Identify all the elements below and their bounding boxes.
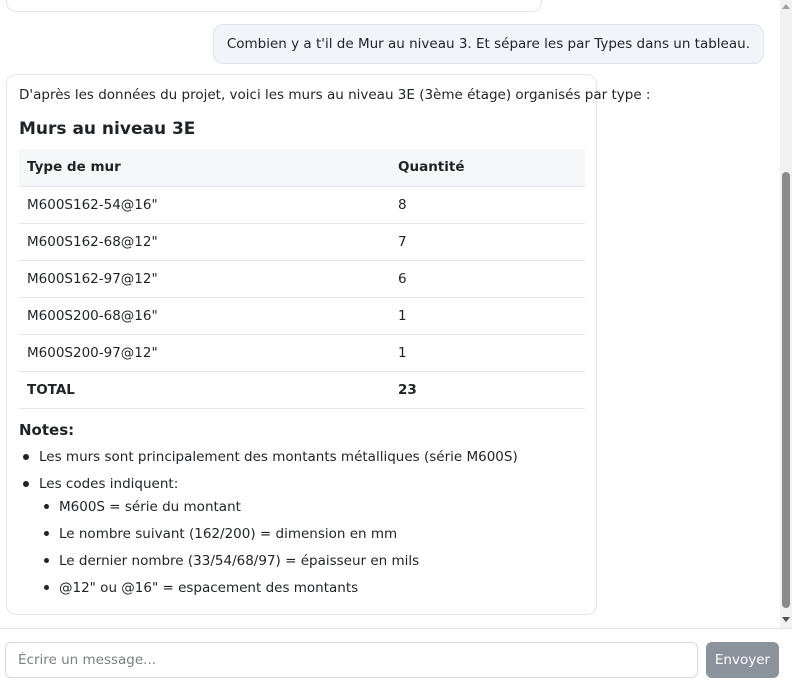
quantity-cell: 1 [390, 297, 585, 334]
wall-type-cell: M600S162-97@12" [19, 260, 390, 297]
sub-note-item: M600S = série du montant [39, 498, 584, 516]
table-total-row [19, 371, 585, 408]
total-quantity-cell: 23 [390, 371, 585, 408]
wall-type-cell: M600S162-54@16" [19, 186, 390, 223]
scroll-up-arrow-icon[interactable] [782, 4, 790, 9]
assistant-message [6, 74, 651, 615]
wall-type-cell: M600S200-68@16" [19, 297, 390, 334]
note-text: Les codes indiquent: [39, 475, 179, 492]
walls-table [19, 149, 585, 409]
note-text: Les murs sont principalement des montants métalliques (série M600S) [39, 448, 518, 465]
sub-note-item: @12" ou @16" = espacement des montants [39, 579, 584, 597]
table-row [19, 186, 585, 223]
table-row [19, 223, 585, 260]
wall-type-cell: M600S200-97@12" [19, 334, 390, 371]
quantity-cell: 7 [390, 223, 585, 260]
message-input[interactable] [5, 642, 698, 678]
note-item [19, 475, 584, 597]
table-row [19, 297, 585, 334]
notes-list [19, 448, 584, 597]
quantity-cell: 6 [390, 260, 585, 297]
scrollbar-thumb[interactable] [782, 172, 790, 608]
quantity-cell: 1 [390, 334, 585, 371]
table-heading: Murs au niveau 3E [19, 119, 196, 139]
scroll-down-arrow-icon[interactable] [782, 617, 790, 622]
total-label-cell: TOTAL [19, 371, 390, 408]
user-message: Combien y a t'il de Mur au niveau 3. Et sépare les par Types dans un tableau. [213, 24, 764, 64]
table-header-row [19, 149, 585, 186]
table-row [19, 334, 585, 371]
table-row [19, 260, 585, 297]
message-composer [0, 628, 792, 689]
wall-type-cell: M600S162-68@12" [19, 223, 390, 260]
note-item [19, 448, 584, 466]
previous-message-card [6, 0, 542, 12]
sub-note-item: Le dernier nombre (33/54/68/97) = épaisseur en mils [39, 552, 584, 570]
scrollbar[interactable] [780, 0, 792, 628]
codes-sublist [39, 498, 584, 597]
sub-note-item: Le nombre suivant (162/200) = dimension en mm [39, 525, 584, 543]
quantity-cell: 8 [390, 186, 585, 223]
send-button[interactable]: Envoyer [706, 642, 779, 678]
assistant-intro: D'après les données du projet, voici les murs au niveau 3E (3ème étage) organisés par type : [19, 87, 651, 103]
notes-heading: Notes: [19, 420, 75, 439]
column-header-type: Type de mur [19, 149, 390, 186]
column-header-quantity: Quantité [390, 149, 585, 186]
